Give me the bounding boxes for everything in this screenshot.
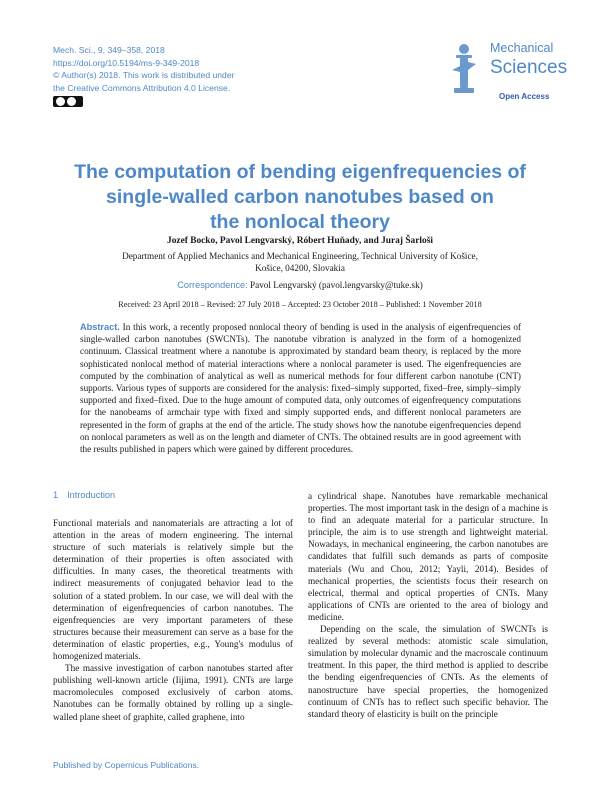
- article-metadata: [53, 44, 234, 94]
- paragraph: a cylindrical shape. Nanotubes have remarkable mechanical properties. The most important task in the design of a machine is to find an adequate material for a particular structure. In principle, the aim is to use strength and lightweight material. Nowadays, in mechanical engineering, the carbon nanotubes are candidates that fulfill such demands as parts of composite materials (Wu and Chou, 2012; Yayli, 2014). Besides of mechanical properties, the scientists focus their research on electrical, thermal and optical properties of CNTs. Many applications of CNTs are oriented to the area of biology and medicine.: [308, 491, 548, 622]
- publisher-footer: Published by Copernicus Publications.: [53, 760, 200, 770]
- license-line-2[interactable]: the Creative Commons Attribution 4.0 License.: [53, 82, 231, 93]
- affiliation-line-1: Department of Applied Mechanics and Mechanical Engineering, Technical University of Košice,: [122, 251, 478, 261]
- author-list: Jozef Bocko, Pavol Lengvarský, Róbert Huňady, and Juraj Šarloši: [167, 236, 433, 246]
- journal-citation: Mech. Sci., 9, 349–358, 2018: [53, 45, 165, 55]
- cc-license-icon[interactable]: [53, 96, 83, 107]
- abstract: [80, 321, 521, 455]
- publication-dates: Received: 23 April 2018 – Revised: 27 July 2018 – Accepted: 23 October 2018 – Published: 1 November 2018: [118, 300, 482, 309]
- abstract-text: In this work, a recently proposed nonlocal theory of bending is used in the analysis of eigenfrequencies of single-walled carbon nanotubes (SWCNTs). The nanotube vibration is analyzed in the form of a homogenized continuum. Classical treatment where a nanotube is approximated by standard beam theory, is replaced by the more sophisticated nonlocal method of material interactions where a nonlocal parameter is used. The eigenfrequencies are computed by the combination of analytical as well as numerical methods for four different carbon nanotube (CNT) supports. Various types of supports are considered for the analysis: fixed–simply supported, fixed–free, simply–simply supported and fixed–fixed. Due to the huge amount of computed data, only outcomes of eigenfrequency computations for the nanobeams of armchair type with fixed and simply supported ends, and different nonlocal parameters are represented in the form of graphs at the end of the article. The study shows how the nanotube eigenfrequencies depend on nonlocal parameters as well as on the length and diameter of CNTs. The obtained results are in good agreement with the results published in papers which were gained by different procedures.: [80, 322, 521, 455]
- section-title: Introduction: [67, 490, 116, 500]
- affiliation-line-2: Košice, 04200, Slovakia: [255, 263, 345, 274]
- paper-title: [60, 160, 540, 235]
- section-heading: [53, 490, 115, 500]
- abstract-label: Abstract.: [80, 322, 120, 332]
- paragraph: Depending on the scale, the simulation of SWCNTs is realized by several methods: atomistic scale simulation, simulation by molecular dynamic and the macroscale continuum treatment. In this paper, the third method is applied to describe the bending eigenfrequencies of CNTs. As the elements of nanostructure have special properties, the homogenized continuum of CNTs has to reflect such specific behavior. The standard theory of elasticity is built on the principle: [308, 624, 548, 719]
- title-line-3: the nonlocal theory: [210, 211, 390, 233]
- body-column-right: [308, 490, 548, 720]
- title-line-1: The computation of bending eigenfrequencies of: [74, 161, 526, 183]
- doi-link[interactable]: https://doi.org/10.5194/ms-9-349-2018: [53, 57, 200, 68]
- open-access-label: Open Access: [499, 92, 550, 101]
- correspondence-email[interactable]: Pavol Lengvarský (pavol.lengvarsky@tuke.sk): [250, 280, 423, 290]
- section-number: 1: [53, 490, 59, 500]
- correspondence: [60, 280, 540, 290]
- logo-title: Mechanical: [490, 41, 554, 55]
- title-line-2: single-walled carbon nanotubes based on: [106, 186, 494, 208]
- paragraph: Functional materials and nanomaterials are attracting a lot of attention in the areas of modern engineering. The internal structure of such materials is relatively simple but the determination of their properties is often associated with difficulties. In many cases, the theoretical treatments with indirect measurements of conjugated behavior lead to the solution of a stated problem. In our case, we will deal with the determination of eigenfrequencies of carbon nanotubes. The eigenfrequencies are very important parameters of these structures because their measurement can serve as a base for the determination of elastic properties, e.g., Young's modulus of homogenized materials.: [53, 518, 293, 662]
- body-column-left: [53, 517, 293, 723]
- paragraph: The massive investigation of carbon nanotubes started after publishing well-known article (Iijima, 1991). CNTs are large macromolecules composed exclusively of carbon atoms. Nanotubes can be formally obtained by rolling up a single-walled plane sheet of graphite, called graphene, into: [53, 663, 293, 722]
- affiliation: [90, 250, 510, 275]
- correspondence-label: Correspondence:: [177, 280, 248, 290]
- license-line-1: © Author(s) 2018. This work is distributed under: [53, 70, 235, 81]
- logo-subtitle: Sciences: [490, 57, 568, 78]
